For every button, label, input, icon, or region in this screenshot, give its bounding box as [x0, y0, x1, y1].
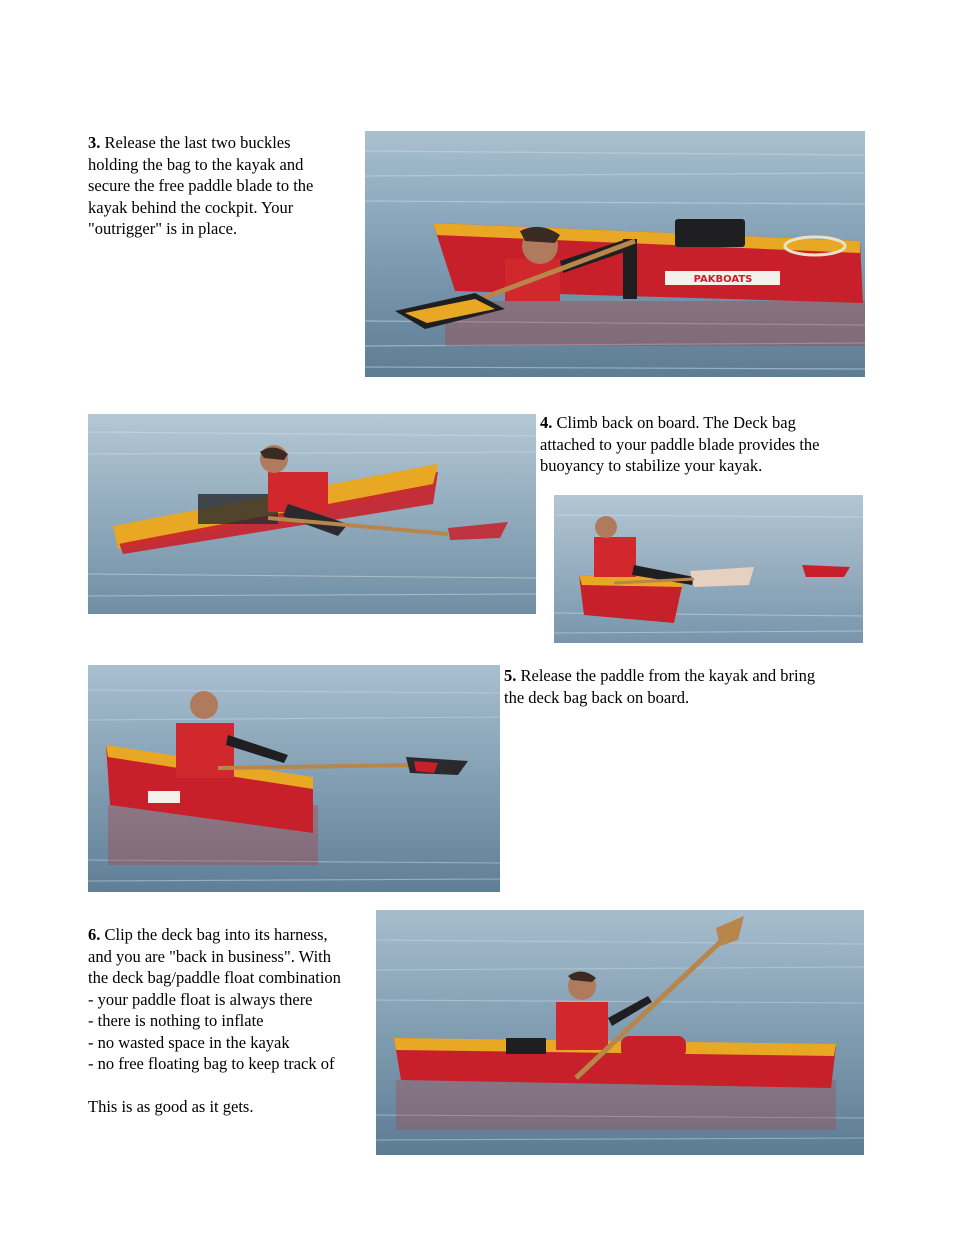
photo-step-5-release-paddle	[88, 665, 500, 892]
photo-step-4-climb-closeup	[554, 495, 863, 643]
step-line: kayak behind the cockpit. Your	[88, 197, 294, 217]
photo-step-4-climb	[88, 414, 536, 614]
step-4-text	[540, 412, 870, 477]
kayak-brand-label: PAKBOATS	[693, 274, 753, 285]
step-line: buoyancy to stabilize your kayak.	[540, 456, 763, 475]
photo-step-6-back-in-business	[376, 910, 864, 1155]
step-number: 5.	[504, 666, 517, 685]
photo-step-3-outrigger	[365, 131, 865, 377]
step-line: This is as good as it gets.	[88, 1097, 254, 1116]
step-line	[88, 1075, 378, 1097]
step-number: 6.	[88, 925, 101, 944]
step-line: - no wasted space in the kayak	[88, 1032, 290, 1052]
step-number: 3.	[88, 133, 101, 152]
step-line: Release the paddle from the kayak and bring	[516, 666, 816, 685]
step-line: Clip the deck bag into its harness,	[100, 925, 328, 944]
step-line: secure the free paddle blade to the	[88, 176, 314, 195]
step-line: and you are "back in business". With	[88, 946, 331, 966]
step-line: Climb back on board. The Deck bag	[552, 413, 796, 432]
step-line: the deck bag back on board.	[504, 687, 690, 707]
step-3-text	[88, 132, 358, 240]
step-5-text	[504, 665, 869, 708]
step-line: - there is nothing to inflate	[88, 1011, 264, 1030]
step-number: 4.	[540, 413, 553, 432]
step-line: attached to your paddle blade provides the	[540, 434, 820, 454]
step-line: - no free floating bag to keep track of	[88, 1054, 335, 1073]
step-line: the deck bag/paddle float combination	[88, 968, 341, 987]
step-line: holding the bag to the kayak and	[88, 154, 304, 174]
step-line: Release the last two buckles	[100, 133, 291, 152]
step-6-text	[88, 924, 378, 1118]
step-line: - your paddle float is always there	[88, 989, 313, 1009]
step-line: "outrigger" is in place.	[88, 219, 238, 238]
